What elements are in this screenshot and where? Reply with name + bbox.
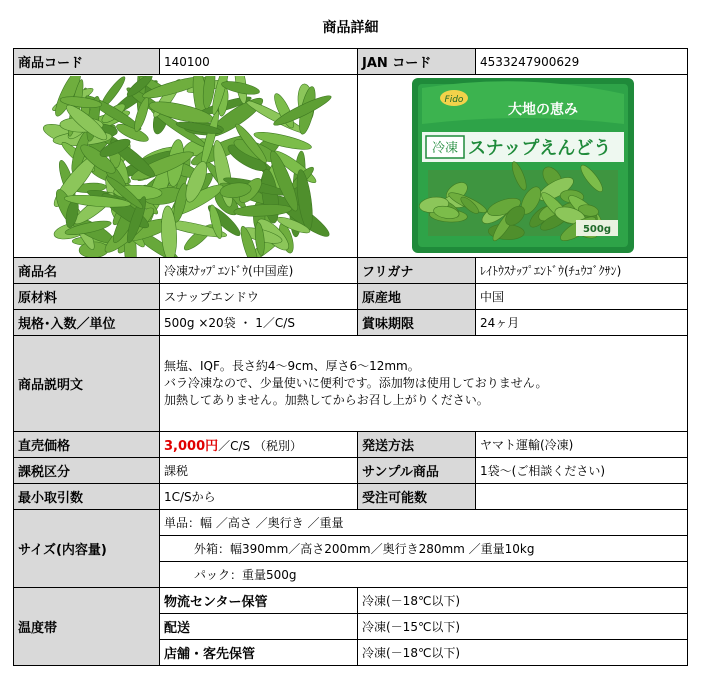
- description-value: [160, 336, 688, 432]
- temp-store-value: 冷凍(－18℃以下): [358, 640, 688, 666]
- temp-delivery-label: 配送: [160, 614, 358, 640]
- temperature-label: 温度帯: [14, 588, 160, 666]
- ingredients-label: 原材料: [14, 284, 160, 310]
- table-row: [14, 432, 688, 458]
- furigana-label: フリガナ: [358, 258, 476, 284]
- temp-store-label: 店舗・客先保管: [160, 640, 358, 666]
- shipping-label: 発送方法: [358, 432, 476, 458]
- table-row: [14, 510, 688, 536]
- package-badge: 冷凍: [431, 140, 459, 156]
- description-line: 無塩、IQF。長さ約4～9cm、厚さ6～12mm。: [164, 359, 420, 373]
- min-order-label: 最小取引数: [14, 484, 160, 510]
- table-row: [14, 588, 688, 614]
- spec-label: 規格･入数／単位: [14, 310, 160, 336]
- size-label: サイズ(内容量): [14, 510, 160, 588]
- package-photo-cell: [358, 75, 688, 258]
- product-detail-table: [13, 48, 688, 666]
- table-row: [14, 310, 688, 336]
- page-title: 商品詳細: [322, 20, 379, 36]
- table-row: [14, 258, 688, 284]
- spec-value: 500g ×20袋 ・ 1／C/S: [160, 310, 358, 336]
- table-row: [14, 284, 688, 310]
- description-label: 商品説明文: [14, 336, 160, 432]
- size-single: 単品：幅 ／高さ ／奥行き ／重量: [160, 510, 688, 536]
- temp-delivery-value: 冷凍(－15℃以下): [358, 614, 688, 640]
- price-label: 直売価格: [14, 432, 160, 458]
- shelf-life-label: 賞味期限: [358, 310, 476, 336]
- product-code-value: 140100: [160, 49, 358, 75]
- jan-code-label: JAN コード: [358, 49, 476, 75]
- package-tagline: 大地の恵み: [508, 101, 578, 118]
- image-row: [14, 75, 688, 258]
- package-brand: Fido: [444, 94, 464, 105]
- product-photo: [14, 76, 357, 257]
- size-pack: パック：重量500g: [160, 562, 688, 588]
- ingredients-value: スナップエンドウ: [160, 284, 358, 310]
- shipping-value: ヤマト運輸(冷凍): [476, 432, 688, 458]
- origin-value: 中国: [476, 284, 688, 310]
- furigana-value: ﾚｲﾄｳｽﾅｯﾌﾟｴﾝﾄﾞｳ(ﾁｭｳｺﾞｸｻﾝ): [476, 258, 688, 284]
- sample-value: 1袋～(ご相談ください): [476, 458, 688, 484]
- price-value: [160, 432, 358, 458]
- product-name-label: 商品名: [14, 258, 160, 284]
- temp-warehouse-value: 冷凍(－18℃以下): [358, 588, 688, 614]
- price-unit: ／C/S （税別）: [218, 439, 302, 453]
- jan-code-value: 4533247900629: [476, 49, 688, 75]
- product-name-value: 冷凍ｽﾅｯﾌﾟｴﾝﾄﾞｳ(中国産): [160, 258, 358, 284]
- table-row: [14, 49, 688, 75]
- table-row: [14, 484, 688, 510]
- order-capacity-label: 受注可能数: [358, 484, 476, 510]
- description-line: バラ冷凍なので、少量使いに便利です。添加物は使用しておりません。: [164, 376, 548, 390]
- tax-label: 課税区分: [14, 458, 160, 484]
- table-row: [14, 336, 688, 432]
- table-row: [14, 458, 688, 484]
- price-amount: 3,000円: [164, 439, 219, 454]
- origin-label: 原産地: [358, 284, 476, 310]
- package-product: スナップえんどう: [468, 137, 612, 159]
- package-weight: 500g: [582, 223, 612, 235]
- sample-label: サンプル商品: [358, 458, 476, 484]
- product-photo-cell: [14, 75, 358, 258]
- min-order-value: 1C/Sから: [160, 484, 358, 510]
- tax-value: 課税: [160, 458, 358, 484]
- package-photo: [358, 76, 687, 257]
- description-line: 加熱してありません。加熱してからお召し上がりください。: [164, 393, 489, 407]
- product-code-label: 商品コード: [14, 49, 160, 75]
- temp-warehouse-label: 物流センター保管: [160, 588, 358, 614]
- shelf-life-value: 24ヶ月: [476, 310, 688, 336]
- order-capacity-value: [476, 484, 688, 510]
- size-outer-box: 外箱：幅390mm／高さ200mm／奥行き280mm ／重量10kg: [160, 536, 688, 562]
